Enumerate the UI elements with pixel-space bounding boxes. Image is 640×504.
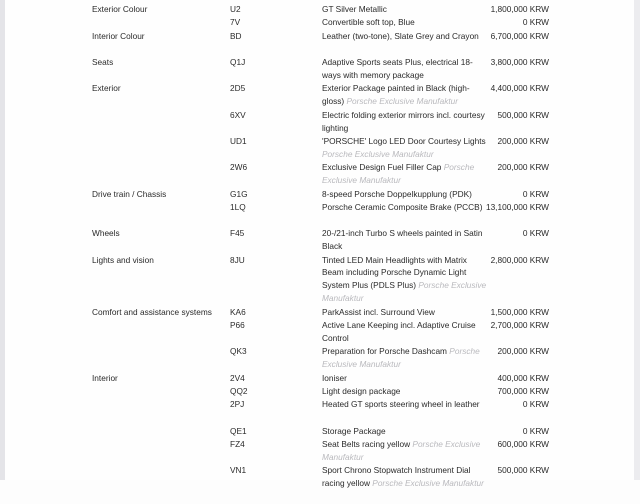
option-price: 400,000 KRW bbox=[497, 372, 549, 383]
option-manufaktur-note: Porsche Exclusive Manufaktur bbox=[322, 148, 434, 159]
options-table bbox=[0, 3, 640, 504]
option-row bbox=[0, 385, 640, 398]
option-category: Exterior Colour bbox=[92, 4, 148, 14]
option-price: 600,000 KRW bbox=[497, 439, 549, 450]
option-price: 4,400,000 KRW bbox=[490, 83, 549, 94]
option-row bbox=[0, 16, 640, 29]
option-category: Seats bbox=[92, 57, 114, 68]
option-description: Light design package bbox=[322, 386, 401, 397]
option-category: Exterior bbox=[92, 83, 121, 94]
option-row bbox=[0, 188, 640, 201]
option-description: Preparation for Porsche Dashcam bbox=[322, 346, 447, 357]
option-code: QQ2 bbox=[230, 386, 248, 397]
option-code: U2 bbox=[230, 4, 241, 14]
option-code: 6XV bbox=[230, 109, 246, 120]
option-code: 2D5 bbox=[230, 83, 246, 94]
option-category: Comfort and assistance systems bbox=[92, 306, 212, 317]
option-code: 2W6 bbox=[230, 162, 248, 173]
option-description: Leather (two-tone), Slate Grey and Crayon bbox=[322, 30, 479, 41]
option-code: 2PJ bbox=[230, 399, 245, 410]
option-code: 2V4 bbox=[230, 372, 245, 383]
option-row bbox=[0, 254, 640, 306]
option-description: Tinted LED Main Headlights with Matrix Beam including Porsche Dynamic Light System Plus (PDLS Plus) bbox=[322, 254, 467, 291]
option-description: 8-speed Porsche Doppelkupplung (PDK) bbox=[322, 188, 472, 199]
option-code: KA6 bbox=[230, 306, 246, 317]
option-category: Lights and vision bbox=[92, 254, 154, 265]
option-price: 6,700,000 KRW bbox=[490, 30, 549, 41]
option-row bbox=[0, 30, 640, 56]
option-row bbox=[0, 425, 640, 438]
option-code: BD bbox=[230, 30, 242, 41]
option-category: Interior bbox=[92, 372, 118, 383]
option-code: UD1 bbox=[230, 135, 247, 146]
option-code: 1LQ bbox=[230, 201, 246, 212]
option-row bbox=[0, 82, 640, 108]
option-price: 500,000 KRW bbox=[497, 109, 549, 120]
option-price: 0 KRW bbox=[522, 17, 549, 28]
option-description: Exterior Package painted in Black (high-gloss) bbox=[322, 83, 470, 107]
option-price: 200,000 KRW bbox=[497, 135, 549, 146]
option-row bbox=[0, 345, 640, 371]
option-description: Convertible soft top, Blue bbox=[322, 17, 415, 28]
option-category: Drive train / Chassis bbox=[92, 188, 167, 199]
option-price: 200,000 KRW bbox=[497, 162, 549, 173]
option-price: 1,500,000 KRW bbox=[490, 306, 549, 317]
option-price: 2,800,000 KRW bbox=[490, 254, 549, 265]
option-description: Sport Chrono Stopwatch Instrument Dial racing yellow bbox=[322, 465, 471, 489]
option-code: 8JU bbox=[230, 254, 245, 265]
option-row bbox=[0, 319, 640, 345]
option-price: 500,000 KRW bbox=[497, 465, 549, 476]
option-price: 200,000 KRW bbox=[497, 346, 549, 357]
option-row bbox=[0, 161, 640, 187]
option-code: 7V bbox=[230, 17, 241, 28]
option-price: 1,800,000 KRW bbox=[490, 4, 549, 14]
option-code: F45 bbox=[230, 228, 245, 239]
option-row bbox=[0, 306, 640, 319]
option-code: QK3 bbox=[230, 346, 247, 357]
option-description: Adaptive Sports seats Plus, electrical 18-ways with memory package bbox=[322, 57, 473, 80]
option-description: ParkAssist incl. Surround View bbox=[322, 306, 435, 317]
option-code: QE1 bbox=[230, 425, 247, 436]
option-price: 700,000 KRW bbox=[497, 386, 549, 397]
option-row bbox=[0, 372, 640, 385]
option-description: 'PORSCHE' Logo LED Door Courtesy Lights bbox=[322, 135, 486, 146]
option-code: G1G bbox=[230, 188, 248, 199]
option-manufaktur-note: Porsche Exclusive Manufaktur bbox=[346, 96, 459, 107]
option-row bbox=[0, 109, 640, 135]
option-manufaktur-note: Porsche Exclusive Manufaktur bbox=[322, 439, 481, 462]
option-row bbox=[0, 201, 640, 227]
option-description: Seat Belts racing yellow bbox=[322, 439, 411, 450]
option-row bbox=[0, 56, 640, 82]
option-price: 0 KRW bbox=[522, 425, 549, 436]
option-code: VN1 bbox=[230, 465, 247, 476]
option-row bbox=[0, 227, 640, 253]
option-row bbox=[0, 3, 640, 16]
option-price: 13,100,000 KRW bbox=[485, 201, 549, 212]
option-description: Exclusive Design Fuel Filler Cap bbox=[322, 162, 442, 173]
option-description: Storage Package bbox=[322, 425, 386, 436]
option-row bbox=[0, 438, 640, 464]
option-description: Heated GT sports steering wheel in leather bbox=[322, 399, 480, 410]
option-price: 0 KRW bbox=[522, 228, 549, 239]
option-code: FZ4 bbox=[230, 439, 245, 450]
option-manufaktur-note: Porsche Exclusive Manufaktur bbox=[322, 280, 487, 304]
option-description: Ioniser bbox=[322, 372, 347, 383]
option-manufaktur-note: Porsche Exclusive Manufaktur bbox=[322, 162, 475, 186]
option-description: GT Silver Metallic bbox=[322, 4, 387, 14]
option-description: 20-/21-inch Turbo S wheels painted in Satin Black bbox=[322, 228, 483, 252]
option-code: P66 bbox=[230, 320, 245, 331]
option-category: Interior Colour bbox=[92, 30, 145, 41]
option-code: Q1J bbox=[230, 57, 246, 68]
option-manufaktur-note: Porsche Exclusive Manufaktur bbox=[322, 346, 480, 370]
option-description: Porsche Ceramic Composite Brake (PCCB) bbox=[322, 201, 483, 212]
option-price: 0 KRW bbox=[522, 399, 549, 410]
option-description: Active Lane Keeping incl. Adaptive Cruise Control bbox=[322, 320, 476, 343]
option-row bbox=[0, 135, 640, 161]
option-price: 0 KRW bbox=[522, 188, 549, 199]
option-price: 3,800,000 KRW bbox=[490, 57, 549, 68]
option-description: Electric folding exterior mirrors incl. courtesy lighting bbox=[322, 109, 485, 133]
option-manufaktur-note: Porsche Exclusive Manufaktur bbox=[372, 478, 484, 489]
option-row bbox=[0, 464, 640, 503]
option-price: 2,700,000 KRW bbox=[490, 320, 549, 331]
option-row bbox=[0, 398, 640, 424]
option-category: Wheels bbox=[92, 228, 120, 239]
